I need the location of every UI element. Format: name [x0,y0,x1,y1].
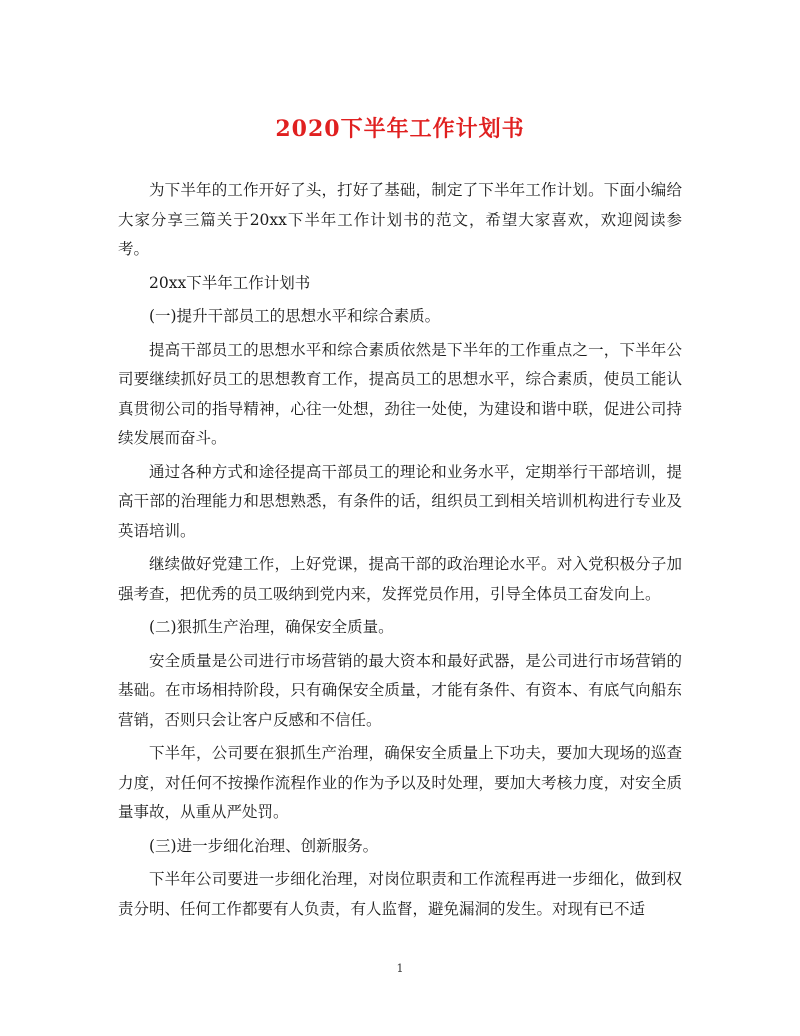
section-heading-2: (二)狠抓生产治理，确保安全质量。 [149,618,394,636]
paragraph: 安全质量是公司进行市场营销的最大资本和最好武器，是公司进行市场营销的基础。在市场相持阶段，只有确保安全质量，才能有条件、有资本、有底气向船东营销，否则只会让客户反感和不信任。 [118,651,682,729]
paragraph: 继续做好党建工作，上好党课，提高干部的政治理论水平。对入党积极分子加强考查，把优秀的员工吸纳到党内来，发挥党员作用，引导全体员工奋发向上。 [118,555,682,603]
paragraph: 下半年，公司要在狠抓生产治理，确保安全质量上下功夫，要加大现场的巡查力度，对任何不按操作流程作业的作为予以及时处理，要加大考核力度，对安全质量事故，从重从严处罚。 [118,744,682,821]
section-heading-3: (三)进一步细化治理、创新服务。 [149,836,379,855]
paragraph: 提高干部员工的思想水平和综合素质依然是下半年的工作重点之一，下半年公司要继续抓好员工的思想教育工作，提高员工的思想水平，综合素质，使员工能认真贯彻公司的指导精神，心往一处想，劲往一处使，为建设和谐中联，促进公司持续发展而奋斗。 [118,340,682,447]
paragraph-intro: 为下半年的工作开好了头，打好了基础，制定了下半年工作计划。下面小编给大家分享三篇关于20xx下半年工作计划书的范文，希望大家喜欢，欢迎阅读参考。 [118,181,682,258]
document-body [118,176,682,928]
paragraph-subtitle: 20xx下半年工作计划书 [149,273,311,292]
paragraph: 通过各种方式和途径提高干部员工的理论和业务水平，定期举行干部培训，提高干部的治理能力和思想熟悉，有条件的话，组织员工到相关培训机构进行专业及英语培训。 [118,462,682,540]
document-title: 2020下半年工作计划书 [275,116,525,142]
paragraph: 下半年公司要进一步细化治理，对岗位职责和工作流程再进一步细化，做到权责分明、任何工作都要有人负责，有人监督，避免漏洞的发生。对现有已不适 [118,870,682,918]
page-number: 1 [396,962,404,975]
section-heading-1: (一)提升干部员工的思想水平和综合素质。 [149,307,441,325]
